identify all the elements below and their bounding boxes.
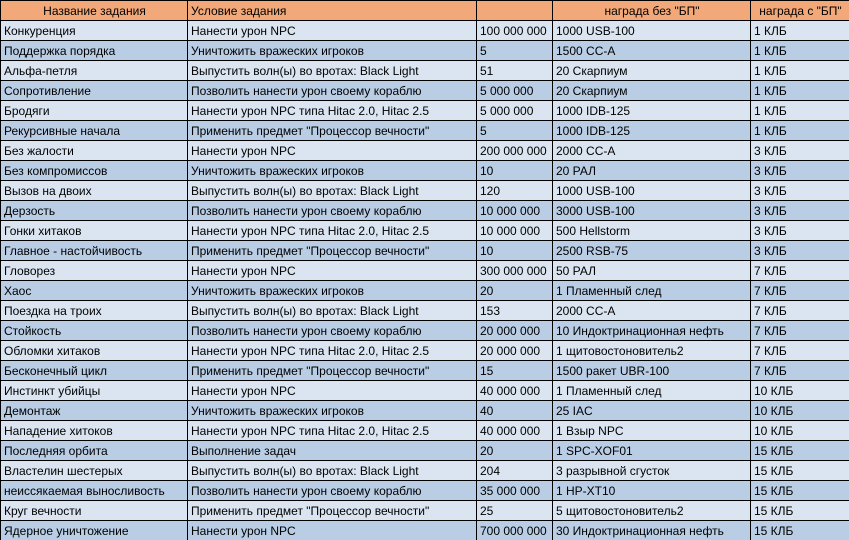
cell-reward-no-bp[interactable]: 500 Hellstorm <box>553 221 751 241</box>
cell-reward-no-bp[interactable]: 2500 RSB-75 <box>553 241 751 261</box>
cell-reward-with-bp[interactable]: 3 КЛБ <box>751 221 849 241</box>
cell-reward-no-bp[interactable]: 1000 USB-100 <box>553 21 751 41</box>
table-row <box>1 181 849 201</box>
cell-reward-no-bp[interactable]: 3000 USB-100 <box>553 201 751 221</box>
table-row <box>1 341 849 361</box>
cell-reward-with-bp[interactable]: 3 КЛБ <box>751 161 849 181</box>
table-row <box>1 321 849 341</box>
cell-reward-with-bp[interactable]: 7 КЛБ <box>751 341 849 361</box>
cell-amount[interactable]: 120 <box>477 181 553 201</box>
table-body <box>1 21 849 540</box>
table-row <box>1 441 849 461</box>
cell-amount[interactable]: 10 000 000 <box>477 201 553 221</box>
cell-amount[interactable]: 700 000 000 <box>477 521 553 540</box>
cell-reward-with-bp[interactable]: 3 КЛБ <box>751 181 849 201</box>
table-header <box>1 1 849 21</box>
cell-reward-with-bp[interactable]: 3 КЛБ <box>751 241 849 261</box>
cell-task-name[interactable]: неиссякаемая выносливость <box>1 481 188 501</box>
cell-reward-no-bp[interactable]: 1 Пламенный след <box>553 281 751 301</box>
cell-reward-with-bp[interactable]: 3 КЛБ <box>751 201 849 221</box>
cell-amount[interactable]: 15 <box>477 361 553 381</box>
cell-condition[interactable]: Выпустить волн(ы) во вротах: Black Light <box>188 61 477 81</box>
column-header-1[interactable]: Название задания <box>1 1 188 21</box>
cell-amount[interactable]: 40 <box>477 401 553 421</box>
cell-condition[interactable]: Применить предмет "Процессор вечности" <box>188 501 477 521</box>
cell-reward-no-bp[interactable]: 20 Скарпиум <box>553 61 751 81</box>
table-row <box>1 61 849 81</box>
cell-reward-with-bp[interactable]: 10 КЛБ <box>751 381 849 401</box>
cell-reward-with-bp[interactable]: 15 КЛБ <box>751 481 849 501</box>
cell-reward-with-bp[interactable]: 7 КЛБ <box>751 261 849 281</box>
cell-condition[interactable]: Выпустить волн(ы) во вротах: Black Light <box>188 461 477 481</box>
cell-reward-with-bp[interactable]: 15 КЛБ <box>751 461 849 481</box>
table-row <box>1 461 849 481</box>
cell-condition[interactable]: Позволить нанести урон своему кораблю <box>188 481 477 501</box>
cell-condition[interactable]: Уничтожить вражеских игроков <box>188 281 477 301</box>
cell-reward-no-bp[interactable]: 1 Взыр NPC <box>553 421 751 441</box>
cell-amount[interactable]: 204 <box>477 461 553 481</box>
cell-task-name[interactable]: Демонтаж <box>1 401 188 421</box>
cell-condition[interactable]: Нанести урон NPC <box>188 21 477 41</box>
cell-task-name[interactable]: Поддержка порядка <box>1 41 188 61</box>
cell-amount[interactable]: 35 000 000 <box>477 481 553 501</box>
table-row <box>1 41 849 61</box>
cell-reward-with-bp[interactable]: 15 КЛБ <box>751 441 849 461</box>
cell-amount[interactable]: 20 000 000 <box>477 341 553 361</box>
cell-task-name[interactable]: Гловорез <box>1 261 188 281</box>
cell-reward-no-bp[interactable]: 30 Индоктринационная нефть <box>553 521 751 540</box>
cell-reward-with-bp[interactable]: 7 КЛБ <box>751 281 849 301</box>
cell-amount[interactable]: 40 000 000 <box>477 421 553 441</box>
cell-amount[interactable]: 5 <box>477 121 553 141</box>
cell-reward-no-bp[interactable]: 5 щитовостоновитель2 <box>553 501 751 521</box>
cell-task-name[interactable]: Сопротивление <box>1 81 188 101</box>
table-row <box>1 101 849 121</box>
cell-reward-with-bp[interactable]: 1 КЛБ <box>751 81 849 101</box>
cell-reward-with-bp[interactable]: 1 КЛБ <box>751 41 849 61</box>
cell-reward-with-bp[interactable]: 7 КЛБ <box>751 361 849 381</box>
cell-amount[interactable]: 10 000 000 <box>477 221 553 241</box>
table-row <box>1 381 849 401</box>
cell-condition[interactable]: Выпустить волн(ы) во вротах: Black Light <box>188 181 477 201</box>
cell-reward-no-bp[interactable]: 1000 IDB-125 <box>553 121 751 141</box>
cell-reward-no-bp[interactable]: 1000 IDB-125 <box>553 101 751 121</box>
cell-condition[interactable]: Нанести урон NPC типа Hitac 2.0, Hitac 2.5 <box>188 101 477 121</box>
cell-reward-with-bp[interactable]: 15 КЛБ <box>751 501 849 521</box>
cell-reward-no-bp[interactable]: 25 IAC <box>553 401 751 421</box>
cell-reward-no-bp[interactable]: 1 Пламенный след <box>553 381 751 401</box>
cell-task-name[interactable]: Дерзость <box>1 201 188 221</box>
table-row <box>1 401 849 421</box>
cell-task-name[interactable]: Вызов на двоих <box>1 181 188 201</box>
cell-task-name[interactable]: Без компромиссов <box>1 161 188 181</box>
cell-reward-no-bp[interactable]: 1500 ракет UBR-100 <box>553 361 751 381</box>
cell-amount[interactable]: 5 000 000 <box>477 81 553 101</box>
table-row <box>1 301 849 321</box>
cell-reward-with-bp[interactable]: 7 КЛБ <box>751 301 849 321</box>
cell-task-name[interactable]: Главное - настойчивость <box>1 241 188 261</box>
cell-task-name[interactable]: Поездка на троих <box>1 301 188 321</box>
table-row <box>1 81 849 101</box>
cell-condition[interactable]: Применить предмет "Процессор вечности" <box>188 121 477 141</box>
column-header-4[interactable]: награда без "БП" <box>553 1 751 21</box>
cell-task-name[interactable]: Бесконечный цикл <box>1 361 188 381</box>
table-row <box>1 281 849 301</box>
cell-task-name[interactable]: Хаос <box>1 281 188 301</box>
cell-task-name[interactable]: Без жалости <box>1 141 188 161</box>
cell-amount[interactable]: 200 000 000 <box>477 141 553 161</box>
cell-reward-no-bp[interactable]: 2000 CC-A <box>553 141 751 161</box>
cell-task-name[interactable]: Обломки хитаков <box>1 341 188 361</box>
cell-condition[interactable]: Позволить нанести урон своему кораблю <box>188 81 477 101</box>
cell-task-name[interactable]: Последняя орбита <box>1 441 188 461</box>
table-row <box>1 141 849 161</box>
cell-condition[interactable]: Нанести урон NPC <box>188 261 477 281</box>
table-row <box>1 21 849 41</box>
cell-reward-no-bp[interactable]: 3 разрывной сгусток <box>553 461 751 481</box>
cell-reward-no-bp[interactable]: 20 РАЛ <box>553 161 751 181</box>
table-row <box>1 161 849 181</box>
cell-condition[interactable]: Выпустить волн(ы) во вротах: Black Light <box>188 301 477 321</box>
cell-amount[interactable]: 5 <box>477 41 553 61</box>
column-header-5[interactable]: награда с "БП" <box>751 1 849 21</box>
cell-condition[interactable]: Нанести урон NPC <box>188 521 477 540</box>
cell-amount[interactable]: 20 <box>477 441 553 461</box>
cell-task-name[interactable]: Инстинкт убийцы <box>1 381 188 401</box>
cell-reward-no-bp[interactable]: 20 Скарпиум <box>553 81 751 101</box>
cell-reward-with-bp[interactable]: 7 КЛБ <box>751 321 849 341</box>
cell-reward-with-bp[interactable]: 1 КЛБ <box>751 21 849 41</box>
cell-amount[interactable]: 51 <box>477 61 553 81</box>
cell-reward-no-bp[interactable]: 1 SPC-XOF01 <box>553 441 751 461</box>
cell-reward-with-bp[interactable]: 10 КЛБ <box>751 401 849 421</box>
cell-amount[interactable]: 20 000 000 <box>477 321 553 341</box>
cell-reward-with-bp[interactable]: 3 КЛБ <box>751 141 849 161</box>
table-row <box>1 201 849 221</box>
cell-condition[interactable]: Уничтожить вражеских игроков <box>188 161 477 181</box>
cell-condition[interactable]: Нанести урон NPC типа Hitac 2.0, Hitac 2.5 <box>188 221 477 241</box>
cell-amount[interactable]: 100 000 000 <box>477 21 553 41</box>
cell-reward-no-bp[interactable]: 50 РАЛ <box>553 261 751 281</box>
cell-reward-no-bp[interactable]: 1 щитовостоновитель2 <box>553 341 751 361</box>
cell-condition[interactable]: Нанести урон NPC <box>188 141 477 161</box>
cell-condition[interactable]: Уничтожить вражеских игроков <box>188 401 477 421</box>
header-row <box>1 1 849 21</box>
cell-amount[interactable]: 20 <box>477 281 553 301</box>
table-row <box>1 221 849 241</box>
cell-task-name[interactable]: Стойкость <box>1 321 188 341</box>
cell-amount[interactable]: 300 000 000 <box>477 261 553 281</box>
cell-task-name[interactable]: Нападение хитоков <box>1 421 188 441</box>
cell-reward-no-bp[interactable]: 10 Индоктринационная нефть <box>553 321 751 341</box>
cell-condition[interactable]: Нанести урон NPC типа Hitac 2.0, Hitac 2.5 <box>188 421 477 441</box>
cell-amount[interactable]: 153 <box>477 301 553 321</box>
cell-amount[interactable]: 10 <box>477 161 553 181</box>
cell-reward-no-bp[interactable]: 1000 USB-100 <box>553 181 751 201</box>
cell-task-name[interactable]: Альфа-петля <box>1 61 188 81</box>
cell-task-name[interactable]: Ядерное уничтожение <box>1 521 188 540</box>
cell-condition[interactable]: Выполнение задач <box>188 441 477 461</box>
cell-amount[interactable]: 25 <box>477 501 553 521</box>
table-row <box>1 501 849 521</box>
cell-task-name[interactable]: Круг вечности <box>1 501 188 521</box>
cell-condition[interactable]: Применить предмет "Процессор вечности" <box>188 241 477 261</box>
cell-reward-with-bp[interactable]: 1 КЛБ <box>751 61 849 81</box>
cell-task-name[interactable]: Бродяги <box>1 101 188 121</box>
cell-task-name[interactable]: Конкуренция <box>1 21 188 41</box>
column-header-2[interactable]: Условие задания <box>188 1 477 21</box>
cell-condition[interactable]: Позволить нанести урон своему кораблю <box>188 321 477 341</box>
cell-condition[interactable]: Позволить нанести урон своему кораблю <box>188 201 477 221</box>
table-row <box>1 241 849 261</box>
cell-condition[interactable]: Нанести урон NPC типа Hitac 2.0, Hitac 2.5 <box>188 341 477 361</box>
cell-amount[interactable]: 5 000 000 <box>477 101 553 121</box>
cell-reward-with-bp[interactable]: 1 КЛБ <box>751 101 849 121</box>
cell-condition[interactable]: Нанести урон NPC <box>188 381 477 401</box>
cell-task-name[interactable]: Гонки хитаков <box>1 221 188 241</box>
cell-amount[interactable]: 10 <box>477 241 553 261</box>
table-row <box>1 121 849 141</box>
cell-condition[interactable]: Применить предмет "Процессор вечности" <box>188 361 477 381</box>
cell-reward-with-bp[interactable]: 15 КЛБ <box>751 521 849 540</box>
cell-reward-no-bp[interactable]: 1500 CC-A <box>553 41 751 61</box>
table-row <box>1 521 849 540</box>
column-header-3[interactable] <box>477 1 553 21</box>
table-row <box>1 261 849 281</box>
cell-task-name[interactable]: Властелин шестерых <box>1 461 188 481</box>
table-row <box>1 361 849 381</box>
table-row <box>1 421 849 441</box>
cell-reward-with-bp[interactable]: 10 КЛБ <box>751 421 849 441</box>
cell-reward-no-bp[interactable]: 2000 CC-A <box>553 301 751 321</box>
table-row <box>1 481 849 501</box>
cell-task-name[interactable]: Рекурсивные начала <box>1 121 188 141</box>
cell-reward-with-bp[interactable]: 1 КЛБ <box>751 121 849 141</box>
cell-condition[interactable]: Уничтожить вражеских игроков <box>188 41 477 61</box>
cell-amount[interactable]: 40 000 000 <box>477 381 553 401</box>
cell-reward-no-bp[interactable]: 1 HP-XT10 <box>553 481 751 501</box>
